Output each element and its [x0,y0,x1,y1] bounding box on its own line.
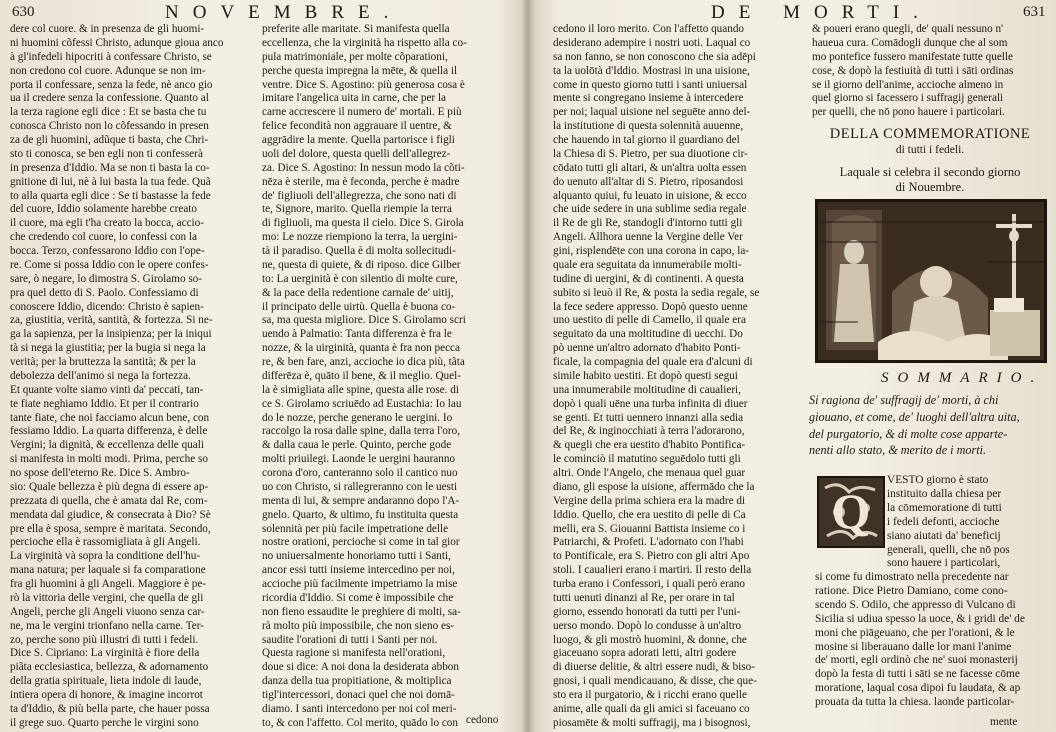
text-line: ta la uolōtà d'Iddio. Mostrasi in una uisione, [553,64,750,77]
text-line: del cuore, Iddio solamente harebbe creato [10,203,197,216]
text-line: che credendo col cuore, lo confessi con la [10,231,197,244]
text-line: ricordia d'Iddio. Si come è impossibile che [262,591,454,604]
running-head: DE MORTI. [711,2,932,23]
text-line: moni che piāgeuano, che per l'orationi, & le [815,626,1015,639]
summary-line: nenti allo stato, & merito de i morti. [809,443,987,458]
text-line: diano, gli espose la uisione, affermādo che la [553,480,755,493]
text-line: rò la vittoria delle vergini, che quella de gli [10,591,204,604]
summary-line: Si ragiona de' suffragij de' morti, à chi [809,393,999,407]
text-line: si come fu dimostrato nella precedente nar [815,571,1009,583]
text-line: sare, ò negare, lo dimostra S. Girolamo so- [10,272,203,285]
text-line: il Re de gli Re, standogli d'intorno tutti gli [553,217,743,230]
text-line: prezzata di quella, che è amata dal Re, com- [10,494,208,507]
text-line: nozze, & la uirginità, quanta è fra non pecca [262,342,460,355]
text-line: Dice S. Cipriano: La virginità è fiore della [10,647,200,660]
text-line: Et quante volte siamo vinti da' peccati, tan- [10,383,204,396]
text-line: tigl'intercessori, donaci quel che noi domā- [262,689,455,701]
text-line: La virginità và sopra la conditione dell'hu- [10,550,201,563]
decorated-initial [817,476,885,548]
text-line: tà si nega la giustitia; per la bugia si nega la [10,342,206,355]
text-line: felice fecondità non aggrauare il uentre, & [262,120,452,133]
text-line: saudite l'orationi di tutti i Santi per noi. [262,633,438,646]
text-line: uendo à Palmatio: Tanta differenza è fra le [262,328,452,341]
text-line: turba erano i Confessori, i quali però erano [553,578,745,590]
woodcut-engraving-image [818,202,1044,360]
summary-heading: SOMMARIO. [881,370,1044,386]
text-line: subito si leuò il Re, & posta la sedia regale, se [553,286,760,299]
text-line: siano aiutati da' beneficij [887,529,1001,542]
text-line: la terza ragione egli dice : Et se basta che tu [10,106,207,119]
text-line: il grege suo. Quarto perche le virgini sono [10,716,199,729]
page-number: 631 [1023,4,1046,20]
text-line: uerso mondo. Dopò lo condusse à un'altro [553,619,742,632]
section-note-line-1: Laquale si celebra il secondo giorno [839,165,1021,179]
text-line: quale era seguitata da innumerabile molti- [553,258,742,271]
text-line: si manifesta in molti modi. Prima, perche so [10,453,208,466]
text-line: pula matrimoniale, per molte cõparationi, [262,50,448,63]
text-line: doue si dice: A noi dona la desiderata abbon [262,661,459,674]
text-line: di figliuoli, ma questa il cielo. Dice S. Girola [262,217,464,230]
text-line: Sicilia si udiua spesso la uoce, & i gridi de' de [815,612,1025,625]
text-line: to, & con l'affetto. Col merito, quādo lo con [262,716,458,729]
text-line: desiderano adempire i nostri uoti. Laqual co [553,36,751,49]
text-beside-initial [887,474,1052,571]
text-line: non credono col cuore. Adunque se non im- [10,64,206,77]
text-line: sto ti conosca, se ben egli non ti confesserà [10,147,203,160]
right-page-column-2-body [815,571,1053,710]
text-line: scendo S. Odilo, che appresso di Vulcano di [815,598,1016,611]
text-line: Vergine della prima schiera era la madre di [553,494,746,507]
section-note-line-2: di Nouembre. [895,180,965,194]
text-line: conosca Christo non lo cõfessando in presen [10,120,209,133]
catchword: mente [990,716,1018,728]
text-line: Angeli. Allhora uenne la Vergine delle Ver [553,231,743,244]
text-line: pre ella è sposa, sempre è maritata. Secondo, [10,522,211,535]
text-line: Iddio. Quello, che era uestito di pelle di Ca [553,508,746,521]
text-line: verità; per la bruttezza la santità; & per la [10,356,196,368]
text-line: fra gli huomini à gli Angeli. Maggiore è pe- [10,578,207,590]
text-line: ga la sapienza, per la insipienza; per la iniqui [10,328,212,341]
text-line: il principato delle uirtù. Quella è buona co- [262,300,456,313]
text-line: & la pace della redentione carnale de' uitij, [262,286,454,299]
text-line: Angeli, perche gli Angeli viuono senza car- [10,605,205,618]
text-line: dere col cuore. & in presenza de gli huomi- [10,23,205,35]
text-line: mana natura; per laquale si fa comparatione [10,564,206,577]
text-line: & dalla caua le perle. Quinto, perche gode [262,439,452,452]
text-line: to Pontificale, era S. Pietro con gli altri Apo [553,550,750,563]
running-head: NOVEMBRE. [165,2,403,23]
text-line: la fece sedere appresso. Dopò questo uenne [553,300,748,313]
text-line: porta il confessare, senza la fede, nè anco gio [10,78,213,91]
text-line: altri. Onde l'Angelo, che menaua quel guar [553,467,746,479]
text-line: haueua cura. Comādogli dunque che al som [812,36,1008,49]
text-line: sono hauere i particolari, [887,557,1001,570]
text-line: ancor essi tutti insieme intercedino per noi, [262,564,455,577]
text-line: do uenuto all'altar di S. Pietro, riposandosi [553,175,744,188]
text-line: ne, questa di quiete, & di riposo. dice Gilber [262,258,461,271]
catchword: cedono [466,714,499,726]
text-line: do le nozze, perche generano le uergini. Io [262,411,453,424]
text-line: uno uestito di pelle di Camello, il quale era [553,314,746,327]
summary-line: del purgatorio, & di molte cose apparte- [809,426,1008,441]
text-line: VESTO giorno è stato [887,474,989,486]
section-title: DELLA COMMEMORATIONE [829,126,1031,142]
text-line: moratione, laqual cosa dipoi fu laudata, & ap [815,682,1021,695]
text-line: molti priuilegi. Laonde le uergini hauranno [262,453,456,466]
text-line: se il giorno dell'anime, accioche almeno in [812,78,1004,91]
text-line: za, giustitia, verità, santità, & fortezza. Si ne- [10,314,213,327]
text-line: ventre. Dice S. Agostino: più generosa cosa è [262,78,465,91]
text-line: generali, quelli, che nō pos [887,543,1010,556]
text-line: ta d'Iddio, & più bella parte, che hauer possa [10,702,210,715]
text-line: il cuore, ma egli t'ha creato la bocca, accio- [10,217,204,230]
right-page-column-2-top [812,23,1050,120]
text-line: piosamēte & molti suffragij, ma i bisognosi, [553,716,751,729]
text-line: solennità per più facile impetratione delle [262,522,449,535]
text-line: no spose dell'eterno Re. Dice S. Ambro- [10,467,190,479]
text-line: che uide sedere in una sublime sedia regale [553,203,747,216]
section-subtitle: di tutti i fedeli. [895,144,965,156]
text-line: come in questo giorno tutti i santi uniuersal [553,78,748,91]
text-line: & poueri erano quegli, de' quali nessuno n' [812,23,1004,35]
text-line: mo: Le nozze riempiono la terra, la uergini- [262,231,458,244]
text-line: differēza è, quāto il bene, & il meglio. Quel- [262,369,461,382]
text-line: imitare l'angelica uita in carne, che per la [262,92,447,105]
right-page-header [535,2,1056,24]
text-line: ni huomini cõfessi Christo, adunque gioua anco [10,36,224,49]
text-line: raccolgo la rosa dalle spine, dalla terra l'oro, [262,425,461,438]
text-line: uoli del dolore, questa quelli dell'allegrez- [262,147,451,160]
text-line: Questa ragione si manifesta nell'orationi, [262,647,446,660]
book-gutter [521,0,535,732]
text-line: seguitato da una moltitudine di uecchi. Do [553,328,743,341]
text-line: mendata dal giudice, & consecrata à Dio? Sè [10,508,211,521]
text-line: non fieno essaudite le preghiere di molti, sa- [262,605,461,618]
text-line: sto era il purgatorio, & i ricchi erano quelle [553,689,747,701]
text-line: percioche ella è rassomigliata à gli Angeli. [10,536,201,549]
right-page [535,0,1056,732]
text-line: ficale, la compagnia del quale era d'alcuni di [553,356,753,368]
text-line: del Re, & inginocchiati à terra l'adorarono, [553,425,745,438]
decorated-initial-letter: Q [831,483,871,539]
text-line: rà molto più impossibile, che non sieno es- [262,619,455,632]
text-line: diamo. I santi intercedono per noi col meri- [262,702,457,715]
text-line: una innumerabile moltitudine di caualieri, [553,383,741,396]
text-line: de' morti, egli ordinò che ne' suoi monasterij [815,654,1018,667]
text-line: danza della tua propitiatione, & moltiplica [262,675,452,688]
text-line: & quegli che era uestito d'habito Pontifica- [553,439,746,452]
text-line: intiera opera di honore, & imagine incorrot [10,689,203,701]
right-page-column-1 [553,23,803,731]
text-line: mo pontefice fussero manifestate tutte quelle [812,50,1013,63]
text-line: to: La uerginità è con silentio di molte cure, [262,272,458,285]
text-line: Vergini; la dignità, & eccellenza delle quali [10,439,204,452]
text-line: la Chiesa di S. Pietro, per sua diuotione cir- [553,147,748,160]
text-line: simile habito uestiti. Et dopò questi segui [553,369,738,382]
text-line: giaceuano sopra adorati letti, altri godere [553,647,737,660]
text-line: ua il credere senza la confessione. Quanto al [10,92,209,105]
text-line: per quelli, che nō pono hauere i particolari. [812,106,1005,119]
text-line: uo con Christo, si rallegreranno con le uesti [262,480,458,493]
text-line: quel giorno si facessero i suffragij generali [812,92,1004,105]
text-line: in presenza d'Iddio. Ma se non ti basta la co- [10,161,210,174]
text-line: cedono il loro merito. Con l'affetto quando [553,23,745,35]
text-line: conoscere Iddio, dicendo: Christo è sapien- [10,300,204,313]
text-line: za. Dice S. Agostino: In nessun modo la cõti- [262,161,465,174]
text-line: prouata da tutta la chiesa. laonde particolar- [815,696,1015,709]
text-line: menta di lui, & sempre andaranno dopo l'A- [262,494,460,507]
text-line: anime, alle quali da gli amici si faceuano co [553,702,750,715]
text-line: ratione. Dice Pietro Damiano, come cono- [815,584,1008,597]
text-line: di diuerse delitie, & altri essere nudi, & biso- [553,661,755,674]
text-line: ne, ma le vergini trionfano nella carne. Ter- [10,619,204,632]
woodcut-illustration [815,199,1047,363]
text-line: della gratia spirituale, lieta indole di laude, [10,675,202,688]
text-line: giorno, essendo honorati da tutti per l'uni- [553,605,741,618]
text-line: la institutione di questa solennità auuenne, [553,120,744,133]
text-line: cōdato tutti gli altari, & un'altra uolta essen [553,161,747,174]
text-line: tante fiate, che noi facciamo alcun bene, con [10,411,210,424]
text-line: to alla quarta egli dice : Se ti bastasse la fede [10,189,211,202]
text-line: ce S. Girolamo scriuēdo ad Eustachia: Io lau [262,397,462,410]
text-line: cose, & dopò la festiuità di tutti i sāti ordinas [812,64,1014,77]
text-line: te, Signore, marito. Quella riempie la terra [262,203,452,216]
text-line: no uniuersalmente honoriamo tutti i Santi, [262,550,451,563]
text-line: piãta ecclesiastica, bellezza, & adornamento [10,661,209,674]
text-line: carne accrescere il numero de' mortali. E più [262,106,462,119]
text-line: zo, perche sono più illustri di tutti i fedeli. [10,633,199,646]
text-line: dopò i quali uēne una turba infinita di diuer [553,397,748,410]
text-line: mente si congregano insieme à intercedere [553,92,744,105]
text-line: sa, ma questa migliore. Dice S. Girolamo scri [262,314,466,327]
text-line: instituito dalla chiesa per [887,487,1002,500]
text-line: eccellenza, che la virginità ha rispetto alla co- [262,36,467,49]
page-number: 630 [12,4,35,20]
text-line: accioche più facilmente impetriamo la mise [262,578,458,590]
text-line: stoli. I caualieri erano i martiri. Il resto della [553,564,752,577]
text-line: à gl'infedeli hipocriti à confessare Christo, se [10,50,212,63]
text-line: che hauendo in tal giorno il guardiano del [553,134,740,146]
left-page-column-2 [262,23,512,731]
text-line: pò uenne un'altro adornato d'habito Ponti- [553,342,741,355]
text-line: le cominciò il matutino seguēdolo tutti gli [553,453,741,466]
text-line: sio: Quale bellezza è più degna di essere ap- [10,480,209,493]
text-line: tà il paradiso. Quella è di molta sollecitudi- [262,245,456,257]
text-line: tudine di uergini, & di continenti. A questa [553,272,744,285]
text-line: per noi; laqual uisione nel seguēte anno del- [553,106,751,119]
left-page [0,0,521,732]
text-line: gnelo. Quarto, & ultimo, fu instituita questa [262,508,459,521]
text-line: gnitione di lui, nè à lui basta la tua fede. Quã [10,175,211,188]
left-page-header [0,2,521,24]
text-line: Patriarchi, & Profeti. L'adornato con l'habi [553,536,744,549]
text-line: gini, risplendēte con una corona in capo, la- [553,245,750,257]
text-line: za de gli huomini, adũque ti basta, che Chri- [10,134,209,146]
text-line: de' figliuoli dell'allegrezza, che sono nati di [262,189,457,202]
text-line: re, & ben fare, anzi, accioche io dica più, tãta [262,356,465,368]
text-line: se genti. Et tutti uennero innanzi alla sedia [553,411,744,424]
text-line: fessiamo Iddio. La quarta differenza, è delle [10,425,208,438]
text-line: pra quel detto di S. Paolo. Confessiamo di [10,286,199,299]
text-line: te fiate neghiamo Iddio. Et per il contrario [10,397,199,410]
text-line: mosine si liberauano dalle lor mani l'anime [815,640,1012,653]
text-line: tutti uenuti dinanzi al Re, per orare in tal [553,591,735,604]
summary-text [809,392,1053,459]
text-line: nēza è sterile, ma è feconda, perche è madre [262,175,460,188]
text-line: alquanto quiui, fu leuato in uisione, & ecco [553,189,747,202]
text-line: re. Come si possa Iddio con le opere confes- [10,258,209,271]
text-line: preferite alle maritate. Si manifesta quella [262,23,450,35]
text-line: debolezza dell'animo si nega la fortezza. [10,369,191,382]
text-line: aggrādire la mente. Quella partorisce i figli [262,134,455,146]
text-line: nostre orationi, percioche si come in tal gior [262,536,460,549]
text-line: corona d'oro, canteranno solo il cantico nuo [262,467,458,479]
text-line: gnosi, i quali mendicauano, & disse, che que- [553,675,757,688]
text-line: la è simigliata alle spine, questa alle rose. di [262,383,459,396]
text-line: sa non fanno, se non conoscono che sia adēpi [553,50,756,63]
text-line: melli, era S. Giouanni Battista insieme co i [553,522,746,535]
text-line: la cōmemoratione di tutti [887,501,1002,514]
left-page-column-1 [10,23,255,731]
text-line: bocca. Terzo, confessarono Iddio con l'ope- [10,245,205,257]
summary-line: giouano, et come, de' luoghi dell'altra uita, [809,409,1020,424]
text-line: luogo, & gli mostrò huomini, & donne, che [553,633,747,646]
text-line: perche questa impregna la mēte, & quella il [262,64,458,77]
text-line: dopò la festa di tutti i sāti se ne facesse cōme [815,668,1020,681]
text-line: i fedeli defonti, accioche [887,515,1000,528]
